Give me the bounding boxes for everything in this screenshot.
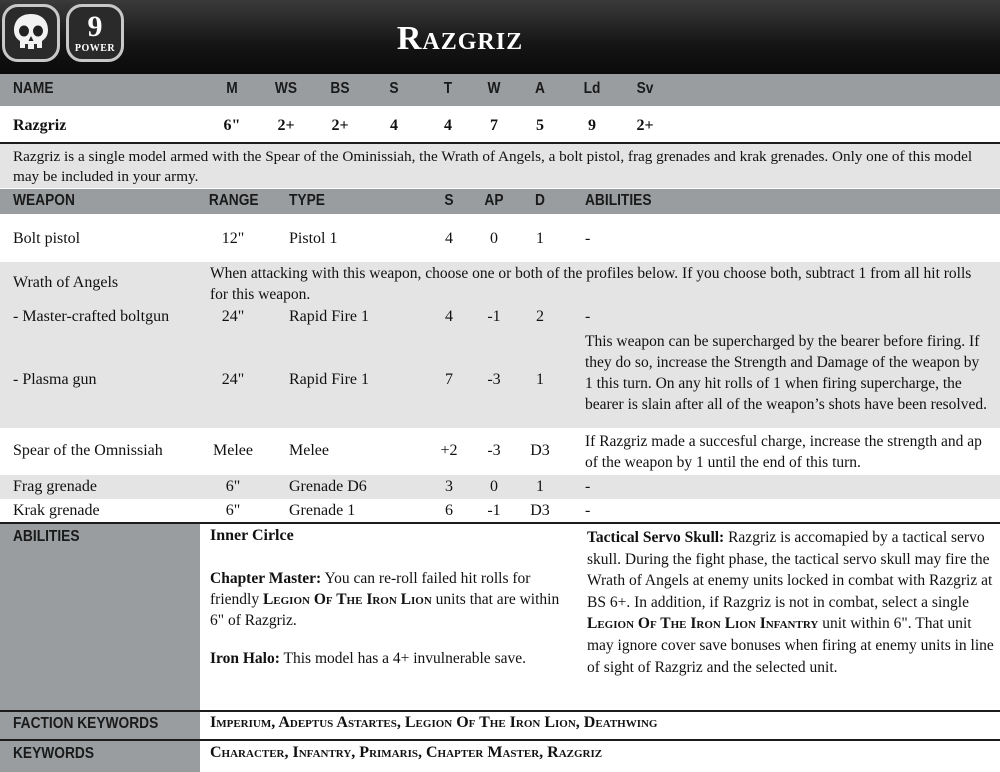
krak-abilities: - <box>585 502 591 519</box>
plasma-s: 7 <box>445 371 453 388</box>
profile-header-ws: WS <box>274 80 298 97</box>
weapon-row-boltgun: - Master-crafted boltgun <box>13 308 170 325</box>
profile-a: 5 <box>536 117 544 134</box>
krak-ap: -1 <box>487 502 501 519</box>
bolt-pistol-abilities: - <box>585 230 591 247</box>
weapon-row-krak: Krak grenade <box>13 502 100 519</box>
spear-type: Melee <box>289 442 329 459</box>
frag-s: 3 <box>445 478 453 495</box>
faction-keywords-label: FACTION KEYWORDS <box>13 715 159 732</box>
frag-ap: 0 <box>490 478 498 495</box>
profile-ld: 9 <box>588 117 596 134</box>
frag-range: 6" <box>225 478 241 495</box>
power-label: POWER <box>74 43 116 54</box>
keywords-value: Character, Infantry, Primaris, Chapter Master, Razgriz <box>210 744 603 761</box>
profile-header-s: S <box>389 80 399 97</box>
frag-d: 1 <box>536 478 544 495</box>
servo-keyword: Legion Of The Iron Lion Infantry <box>587 615 819 633</box>
frag-type: Grenade D6 <box>289 478 367 495</box>
servo-text-1: Razgriz is accomapied by a tactical servo skull. During the fight phase, the tactical servo skull may fire the Wrath of Angels at enemy units locked in combat with Razgriz at BS 6+. In addition, if Razgriz is not in combat, select a single <box>587 529 993 611</box>
weapon-header-ap: AP <box>484 192 504 209</box>
krak-range: 6" <box>225 502 241 519</box>
weapon-header-abilities: ABILITIES <box>585 192 652 209</box>
iron-halo-text: This model has a 4+ invulnerable save. <box>283 650 526 667</box>
spear-s: +2 <box>440 442 458 459</box>
plasma-abilities: This weapon can be supercharged by the bearer before firing. If they do so, increase the Strength and Damage of the weapon by 1 this turn. On any hit rolls of 1 when firing supercharge, the bearer is slain after all of the weapon’s shots have been resolved. <box>585 333 987 413</box>
faction-keywords-value: Imperium, Adeptus Astartes, Legion Of The Iron Lion, Deathwing <box>210 714 658 731</box>
power-value: 9 <box>87 10 103 43</box>
bolt-pistol-d: 1 <box>536 230 544 247</box>
boltgun-ap: -1 <box>487 308 501 325</box>
spear-ap: -3 <box>487 442 501 459</box>
boltgun-type: Rapid Fire 1 <box>289 308 369 325</box>
profile-ws: 2+ <box>277 117 295 134</box>
profile-header-ld: Ld <box>583 80 601 97</box>
boltgun-d: 2 <box>536 308 544 325</box>
boltgun-s: 4 <box>445 308 453 325</box>
unit-description: Razgriz is a single model armed with the Spear of the Ominissiah, the Wrath of Angels, a bolt pistol, frag grenades and krak grenades. Only one of this model may be included in your army. <box>13 148 973 185</box>
weapon-row-plasma-gun: - Plasma gun <box>13 371 97 388</box>
datasheet-header <box>0 0 1000 74</box>
spear-abilities: If Razgriz made a succesful charge, increase the strength and ap of the weapon by 1 until the end of this turn. <box>585 433 982 471</box>
bolt-pistol-s: 4 <box>445 230 453 247</box>
profile-w: 7 <box>490 117 498 134</box>
chapter-master-name: Chapter Master: <box>210 570 322 587</box>
weapon-header-type: TYPE <box>289 192 325 209</box>
iron-halo-name: Iron Halo: <box>210 650 280 667</box>
profile-header-sv: Sv <box>636 80 654 97</box>
krak-type: Grenade 1 <box>289 502 356 519</box>
wrath-note: When attacking with this weapon, choose one or both of the profiles below. If you choose both, subtract 1 from all hit rolls for this weapon. <box>210 265 972 303</box>
inner-circle-ability: Inner Cirlce <box>210 527 294 544</box>
weapon-row-bolt-pistol: Bolt pistol <box>13 230 81 247</box>
plasma-type: Rapid Fire 1 <box>289 371 369 388</box>
tactical-servo-skull-ability <box>587 527 995 678</box>
profile-bs: 2+ <box>331 117 349 134</box>
spear-d: D3 <box>530 442 550 459</box>
profile-header-name: NAME <box>13 80 54 97</box>
unit-title: Razgriz <box>396 20 524 57</box>
plasma-range: 24" <box>221 371 245 388</box>
profile-t: 4 <box>444 117 452 134</box>
weapon-header-d: D <box>535 192 545 209</box>
profile-header-m: M <box>226 80 238 97</box>
frag-abilities: - <box>585 478 591 495</box>
keywords-label: KEYWORDS <box>13 745 95 762</box>
weapon-header-weapon: WEAPON <box>13 192 75 209</box>
profile-header-t: T <box>443 80 453 97</box>
boltgun-abilities: - <box>585 308 591 325</box>
profile-sv: 2+ <box>636 117 654 134</box>
profile-s: 4 <box>390 117 398 134</box>
krak-s: 6 <box>445 502 453 519</box>
profile-name: Razgriz <box>13 117 67 134</box>
weapon-row-wrath-of-angels: Wrath of Angels <box>13 274 119 291</box>
krak-d: D3 <box>530 502 550 519</box>
weapon-header-s: S <box>444 192 454 209</box>
profile-header-w: W <box>487 80 501 97</box>
abilities-label-cell <box>0 524 200 710</box>
plasma-ap: -3 <box>487 371 501 388</box>
boltgun-range: 24" <box>221 308 245 325</box>
chapter-master-text-2: units that are within 6" of Razgriz. <box>210 591 560 629</box>
spear-range: Melee <box>213 442 253 459</box>
profile-header-a: A <box>535 80 545 97</box>
bolt-pistol-type: Pistol 1 <box>289 230 338 247</box>
abilities-label: ABILITIES <box>13 528 80 545</box>
chapter-master-ability <box>210 568 570 631</box>
weapon-row-spear: Spear of the Omnissiah <box>13 442 163 459</box>
bolt-pistol-range: 12" <box>221 230 245 247</box>
profile-header-bs: BS <box>330 80 350 97</box>
servo-text-2: unit within 6". That unit may ignore cover save bonuses when firing at enemy units in line of sight of Razgriz and the selected unit. <box>587 615 994 676</box>
profile-m: 6" <box>223 117 241 134</box>
plasma-d: 1 <box>536 371 544 388</box>
iron-halo-ability <box>210 648 580 669</box>
weapon-header-range: RANGE <box>208 192 259 209</box>
weapon-row-frag: Frag grenade <box>13 478 97 495</box>
servo-name: Tactical Servo Skull: <box>587 529 725 546</box>
chapter-master-text-1: You can re-roll failed hit rolls for friendly <box>210 570 531 608</box>
chapter-master-keyword: Legion Of The Iron Lion <box>262 591 432 608</box>
bolt-pistol-ap: 0 <box>490 230 498 247</box>
